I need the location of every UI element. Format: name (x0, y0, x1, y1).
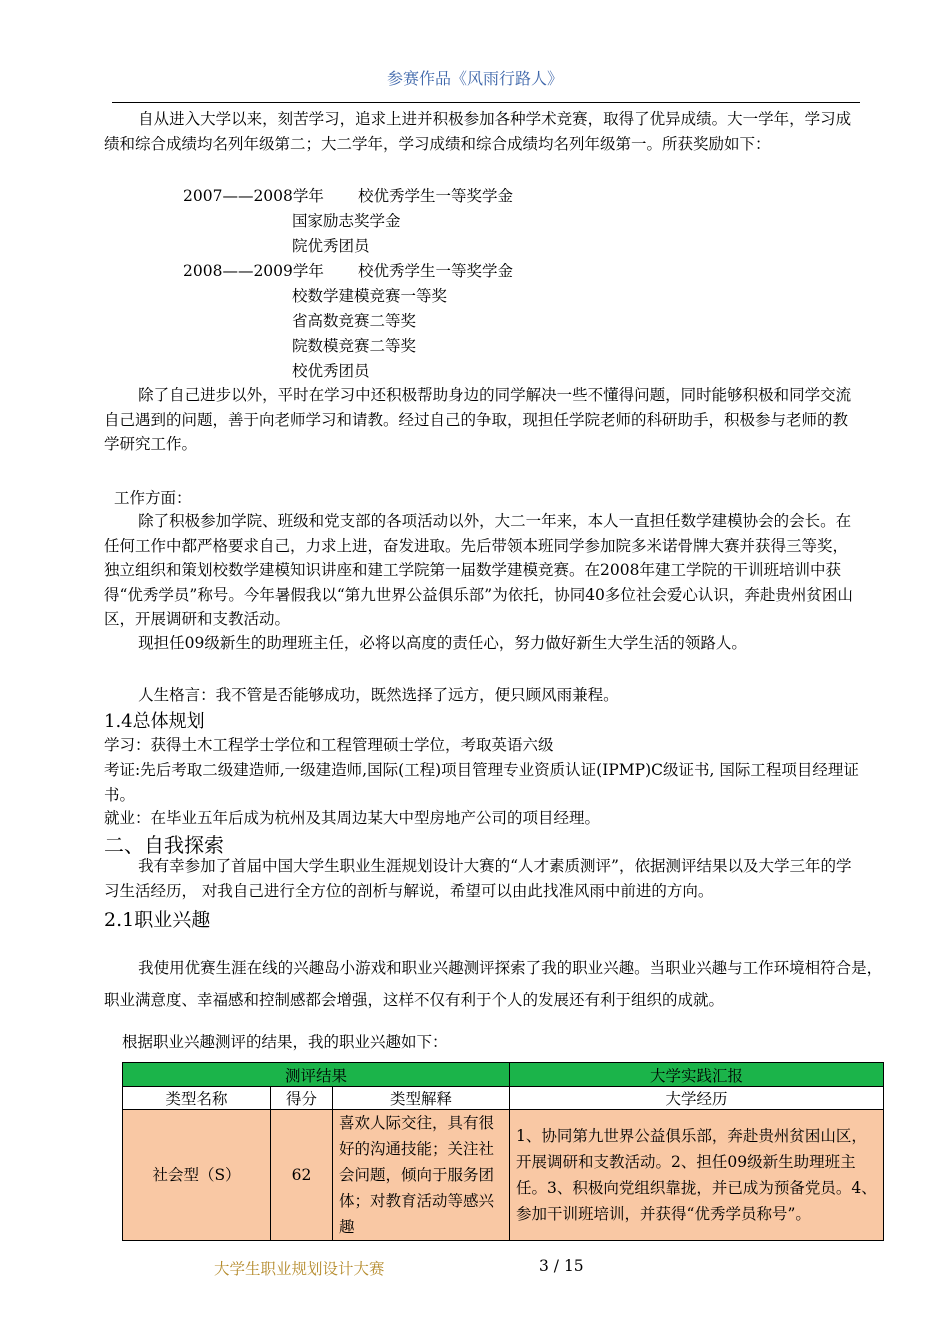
plan-employment: 就业：在毕业五年后成为杭州及其周边某大中型房地产公司的项目经理。 (104, 809, 601, 827)
award-item: 院优秀团员 (292, 237, 370, 255)
award-item: 校优秀学生一等奖学金 (358, 187, 514, 205)
cell-score: 62 (271, 1110, 333, 1241)
work-heading: 工作方面： (114, 489, 192, 507)
work-paragraph-1: 除了积极参加学院、班级和党支部的各项活动以外，大二一年来，本人一直担任数学建模协会的会长。在任何工作中都严格要求自己，力求上进，奋发进取。先后带领本班同学参加院多米诺骨牌大赛并获得三等奖，独立组织和策划校数学建模知识讲座和建工学院第一届数学建模竞赛。在2008年建工学院的干训班培训中获得“优秀学员”称号。今年暑假我以“第九世界公益俱乐部”为依托，协同40多位社会爱心认识，奔赴贵州贫困山区，开展调研和支教活动。 (104, 512, 853, 628)
page-header-title: 参赛作品《风雨行路人》 (386, 69, 563, 88)
subsection-2-1-heading: 2.1职业兴趣 (104, 909, 211, 931)
plan-heading: 1.4总体规划 (104, 711, 205, 732)
award-item: 校数学建模竞赛一等奖 (292, 287, 448, 305)
plan-study: 学习：获得土木工程学士学位和工程管理硕士学位，考取英语六级 (104, 736, 554, 754)
award-item: 校优秀团员 (292, 362, 370, 380)
header-rule (112, 102, 860, 103)
intro-paragraph-2: 除了自己进步以外，平时在学习中还积极帮助身边的同学解决一些不懂得问题，同时能够积极和同学交流自己遇到的问题，善于向老师学习和请教。经过自己的争取，现担任学院老师的科研助手，积极参与老师的教学研究工作。 (104, 386, 852, 453)
table-row (123, 1110, 884, 1241)
award-year-1: 2007——2008学年 (183, 187, 324, 205)
table-header-experience: 大学经历 (510, 1087, 884, 1110)
table-header-score: 得分 (271, 1087, 333, 1110)
intro-paragraph-1: 自从进入大学以来，刻苦学习，追求上进并积极参加各种学术竞赛，取得了优异成绩。大一学年，学习成绩和综合成绩均名列年级第二；大二学年，学习成绩和综合成绩均名列年级第一。所获奖励如下： (104, 110, 852, 153)
plan-certificates: 考证:先后考取二级建造师,一级建造师,国际(工程)项目管理专业资质认证(IPMP)C级证书, 国际工程项目经理证书。 (104, 761, 859, 804)
page-number: 3 / 15 (539, 1257, 584, 1275)
section-2-paragraph-3: 根据职业兴趣测评的结果，我的职业兴趣如下： (122, 1033, 448, 1051)
interest-table (122, 1062, 884, 1241)
award-item: 国家励志奖学金 (292, 212, 401, 230)
table-group-header-assessment: 测评结果 (123, 1063, 510, 1087)
table-header-type: 类型名称 (123, 1087, 271, 1110)
footer-title: 大学生职业规划设计大赛 (214, 1260, 385, 1278)
section-2-paragraph-2: 我使用优赛生涯在线的兴趣岛小游戏和职业兴趣测评探索了我的职业兴趣。当职业兴趣与工作环境相符合是，职业满意度、幸福感和控制感都会增强，这样不仅有利于个人的发展还有利于组织的成就。 (104, 959, 883, 1009)
work-paragraph-2: 现担任09级新生的助理班主任，必将以高度的责任心，努力做好新生大学生活的领路人。 (138, 634, 747, 652)
cell-experience: 1、协同第九世界公益俱乐部，奔赴贵州贫困山区，开展调研和支教活动。2、担任09级新生助理班主任。3、积极向党组织靠拢，并已成为预备党员。4、参加干训班培训，并获得“优秀学员称号”。 (510, 1110, 884, 1241)
award-item: 省高数竞赛二等奖 (292, 312, 417, 330)
life-motto: 人生格言：我不管是否能够成功，既然选择了远方，便只顾风雨兼程。 (138, 686, 619, 704)
section-2-paragraph-1: 我有幸参加了首届中国大学生职业生涯规划设计大赛的“人才素质测评”，依据测评结果以及大学三年的学习生活经历， 对我自己进行全方位的剖析与解说，希望可以由此找准风雨中前进的方向。 (104, 857, 852, 900)
table-group-header-practice: 大学实践汇报 (510, 1063, 884, 1087)
award-item: 校优秀学生一等奖学金 (358, 262, 514, 280)
table-header-explain: 类型解释 (333, 1087, 510, 1110)
cell-type: 社会型（S） (123, 1110, 271, 1241)
award-year-2: 2008——2009学年 (183, 262, 324, 280)
section-2-heading: 二、自我探索 (104, 833, 224, 857)
cell-explain: 喜欢人际交往，具有很好的沟通技能；关注社会问题，倾向于服务团体；对教育活动等感兴趣 (333, 1110, 510, 1241)
award-item: 院数模竞赛二等奖 (292, 337, 417, 355)
